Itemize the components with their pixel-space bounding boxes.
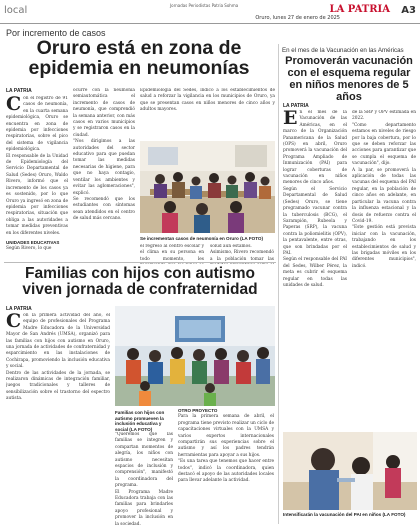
sidebar-column-2: de la SRP y OPV estimada en 2022. "Como departamento estamos en niveles de riesgo por la baja cobertura, por lo que se deben reforzar las acciones para garantizar que se cumpla el esquema de vacunación", dijo. A la par, se promoverá la aplicación de todas las vacunas del esquema del PAI regular, en la población de cinco años en adelante, en particular la vacuna contra la influenza estacional y la dosis de refuerzo contra el Covid-19. "Este gestión está prevista iniciar con la vacunación, trabajando en los establecimientos de salud y las brigadas móviles en los diferentes municipios", indicó.	[352, 110, 416, 269]
header-tagline: Jornadas Periodistas Patria Sohma	[170, 3, 239, 8]
section-label: local	[4, 5, 28, 16]
article1-col1-text: on el registro de 91 casos de neumonía, en la cuarta semana epidemiológica, Oruro se encuentra en zona de epidemia por infecciones respiratorias, sobre el pico del sistema de vigilancia epidemiológica. El responsable de la Unidad de Epidemiología del Servicio Departamental de Salud (Sedes) Oruro, Waldo Rivero, informó que el incremento de los casos ya es sostenido, por lo que Oruro ya ingresó en zona de epidemia por infecciones respiratorias, situación que obliga a las autoridades a tomar medidas preventivas en los diferentes niveles.	[6, 96, 68, 236]
article2-column-2: "Queremos que las familias se integren y compartan momentos de alegría, los niños con autismo necesitan espacios de inclusión y comprensión", manifestó la coordinadora del programa. El Programa Madre Educadora trabaja con las familias para brindarles apoyo profesional y promover la inclusión en la sociedad.	[115, 432, 173, 525]
sidebar-column-1	[283, 110, 347, 430]
article1-byline: LA PATRIA	[6, 88, 32, 94]
article1-dropcap: C	[6, 96, 22, 115]
article1-photo-caption: Se incrementan casos de neumonía en Oruro (LA FOTO)	[140, 236, 264, 241]
article1-column-3-top: Epidemiología del Sedes, indicó a los establecimientos de salud a reforzar la vigilancia en los municipios de Oruro, ya que se presentan casos en niños menores de cinco años y adultos mayores.	[140, 88, 275, 113]
article2-dropcap: C	[6, 313, 22, 332]
sidebar-photo-caption: Intensificarán la vacunación del PAI en niños (LA FOTO)	[283, 512, 406, 517]
sidebar-divider	[278, 44, 279, 524]
issue-date: Oruro, lunes 27 de enero de 2025	[255, 15, 340, 21]
article1-headline: Oruro está en zona de epidemia en neumonías	[28, 37, 250, 80]
newspaper-logo: LA PATRIA	[329, 4, 390, 15]
article1-column-2: ocurre con la neumonía semiautomática el incremento de casos de neumonía, que comprendió la semana anterior, con más casos en varios municipios y se registraron casos en la ciudad. "Nos dirigimos a las autoridades del sector educativo para que puedan tomar las medidas necesarias de higiene, para que no haya contagio, ventilar los ambientes y evitar las aglomeraciones", explicó. Se recomendó que los estudiantes con síntomas sean atendidos en el centro de salud más cercano.	[73, 88, 135, 222]
sidebar-kicker: En el mes de la Vacunación en las Américas	[282, 47, 404, 54]
article2-headline: Familias con hijos con autismo viven jornada de confraternidad	[22, 265, 258, 299]
article1-column-1	[6, 96, 68, 256]
vaccination-photo	[283, 432, 417, 510]
sidebar-dropcap: E	[283, 110, 298, 129]
article1-column-3: el regreso al centro escolar y el clima en su persona en todo momento, les	[140, 244, 204, 262]
classroom-photo	[140, 141, 275, 233]
article1-col1-tail: Según Rivero, lo que	[6, 246, 52, 252]
page-number: A3	[401, 5, 416, 16]
event-photo	[115, 306, 275, 406]
article2-column-3	[178, 408, 274, 525]
article2-subhead: OTRO PROYECTO	[178, 408, 218, 413]
article2-col3-text: Para la primera semana de abril, el programa tiene previsto realizar un ciclo de capacitaciones virtuales con la UMSA y varios expertos internacionales compartirán sus experiencias sobre el autismo y así los padres tendrán herramientas para apoyar a sus hijos. "Es una tarea que tenemos que hacer entre todos", indicó la coordinadora, quien destacó el apoyo de las autoridades locales para llevar adelante la actividad.	[178, 414, 274, 484]
sidebar-headline: Promoverán vacunación con el esquema regular en niños menores de 5 años	[285, 55, 413, 103]
article1-kicker: Por incremento de casos	[6, 28, 106, 38]
article1-column-4: solud aun estamos. Asimismo, Rivero recomendó a la población tomar las	[210, 244, 274, 262]
sidebar-col1-text: n el mes de la Vacunación de las Américas, en el marco de la Organización Panamericana de la Salud (OPS) en abril, Oruro promoverá la vacunación del Programa Ampliado de Inmunización (PAI) para lograr coberturas de vacunación en niños menores de cinco años. Según el Servicio Departamental de Salud (Sedes) Oruro, se tiene programado vacunar contra la tuberculosis (BCG), el Sarampión, Rubeola y Paperas (SRP), la vacuna contra la poliomielitis (OPV), la pentavalente, entre otras, que son brindadas por el PAI. Según el responsable del PAI del Sedes, Wilber Pérez, la meta es cubrir el esquema regular en todas las unidades de salud.	[283, 110, 347, 288]
article-divider	[4, 262, 276, 263]
article2-col1-text: on la primera actividad del año, el equipo de profesionales del Programa Madre Educadora de la Universidad Mayor de San Andrés (UMSA), organizó para las familias con hijos con autismo en Oruro, una jornada de actividades de confraternidad y esparcimiento en las instalaciones de Cochirapa, promoviendo la inclusión educativa y social. Dentro de las actividades de la jornada, se realizaron dinámicas de integración familiar, juegos tradicionales y talleres de sensibilización sobre el trastorno del espectro autista.	[6, 313, 110, 402]
sidebar-byline: LA PATRIA	[283, 103, 309, 109]
article2-column-1	[6, 313, 110, 525]
article1-subhead: UNIDADES EDUCATIVAS	[6, 239, 60, 245]
page-header	[0, 0, 420, 24]
article2-byline: LA PATRIA	[6, 306, 32, 312]
article2-photo-caption: Familias con hijos con autismo promueven la inclusión educativa y social (LA FOTO)	[115, 410, 165, 432]
